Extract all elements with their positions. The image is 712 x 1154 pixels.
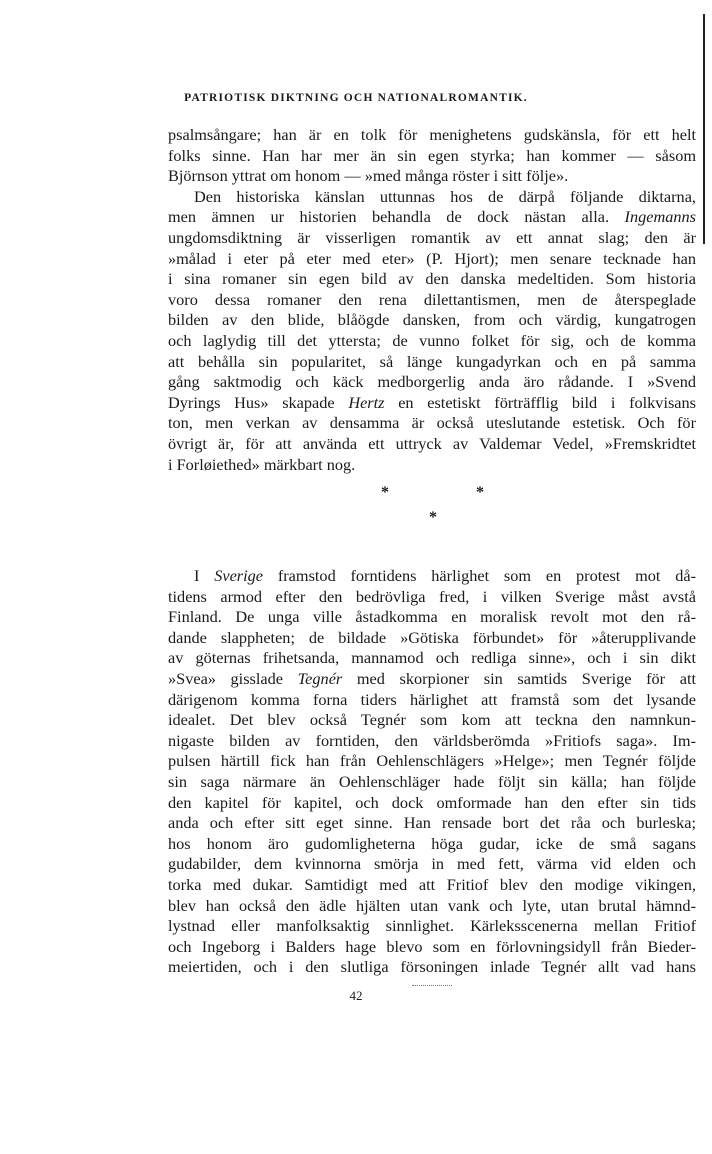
text-line: sin saga närmare än Oehlenschläger hade följt sin källa; han följde [168, 771, 696, 791]
italic-name: Sverige [214, 566, 264, 585]
text-line: torka med dukar. Samtidigt med att Fritiof blev den modige vikingen, [168, 874, 696, 894]
text-line: Finland. De unga ville åstadkomma en moralisk revolt mot den rå- [168, 607, 696, 627]
text-line: voro dessa romaner den rena dilettantismen, men de återspeglade [168, 289, 696, 309]
ornament-asterisk: * [476, 484, 484, 501]
italic-name: Tegnér [297, 668, 343, 688]
text-line: gudabilder, dem kvinnorna smörja in med fett, värma vid elden och [168, 854, 696, 874]
text-line: i sina romaner sin egen bild av den danska medeltiden. Som historia [168, 269, 696, 289]
text-line: Björnson yttrat om honom — »med många röster i sitt följe». [168, 166, 569, 186]
text-line: ton, men verkan av densamma är också uteslutande estetisk. Och för [168, 413, 696, 433]
text-line: meiertiden, och i den slutliga försoningen inlade Tegnér allt vad hans [168, 957, 696, 977]
text-line: I Sverige framstod forntidens härlighet som en protest mot då- [194, 566, 696, 585]
text-line: lystnad eller manfolksaktig sinnlighet. Kärleksscenerna mellan Fritiof [168, 916, 696, 936]
paragraph-block-1 [168, 125, 696, 475]
text-line: Den historiska känslan uttunnas hos de därpå följande diktarna, [194, 186, 696, 206]
page-number: 42 [349, 988, 363, 1003]
text-line: och Ingeborg i Balders hage blevo som en förlovningsidyll från Bieder- [168, 936, 696, 956]
text-line: övrigt är, för att använda ett uttryck av Valdemar Vedel, »Fremskridtet [168, 433, 696, 453]
running-head: PATRIOTISK DIKTNING OCH NATIONALROMANTIK. [184, 92, 528, 104]
section-ornament [0, 484, 712, 544]
text-line: nigaste bilden av forntiden, den världsberömda »Fritiofs saga». Im- [168, 730, 696, 750]
ornament-asterisk: * [429, 509, 437, 526]
text-line: den kapitel för kapitel, och dock omformade han den efter sin tids [168, 792, 696, 812]
text-line: idealet. Det blev också Tegnér som kom att teckna den namnkun- [168, 710, 696, 730]
text-line: ungdomsdiktning är visserligen romantik av ett annat slag; den är [168, 227, 696, 247]
text-line: »Svea» gisslade Tegnér med skorpioner sin samtids Sverige för att [168, 668, 696, 688]
text-line: Dyrings Hus» skapade Hertz en estetiskt förträfflig bild i folkvisans [168, 392, 696, 412]
paragraph-block-2 [168, 566, 696, 978]
text-line: hos honom äro gudomligheterna höga gudar, icke de små sagans [168, 833, 696, 853]
text-line: tidens armod efter den bedrövliga fred, i vilken Sverige måst avstå [168, 586, 696, 606]
text-line: anda och efter sitt eget sinne. Han rensade bort det råa och burleska; [168, 813, 696, 833]
text-line: men ämnen ur historien behandla de dock nästan alla. Ingemanns [168, 207, 696, 227]
text-line: gång saktmodig och käck medborgerlig anda äro rådande. I »Svend [168, 372, 696, 392]
text-line: dande slappheten; de bildade »Götiska förbundet» för »återupplivande [168, 627, 696, 647]
text-line: och laglydig till det yttersta; de vunno folket för sig, och de komma [168, 330, 696, 350]
text-line: att behålla sin popularitet, så länge kungadyrkan och en på samma [168, 351, 696, 371]
text-line: bilden av den blide, blåögde dansken, from och värdig, kungatrogen [168, 310, 696, 330]
text-line: därigenom komma forna tiders härlighet att framstå som det lysande [168, 689, 696, 709]
text-line: folks sinne. Han har mer än sin egen styrka; han kommer — såsom [168, 145, 696, 165]
text-line: blev han också den ädle hjälten utan vank och lyte, utan brutal hämnd- [168, 895, 696, 915]
page-edge-line [703, 14, 705, 244]
italic-name: Hertz [348, 392, 385, 412]
text-line: »målad i eter på eter med eter» (P. Hjort); men senare tecknade han [168, 248, 696, 268]
ornament-asterisk: * [381, 484, 389, 501]
text-line: i Forløiethed» märkbart nog. [168, 454, 356, 474]
folio-rule [412, 985, 452, 986]
text-line: psalmsångare; han är en tolk för menighetens gudskänsla, för ett helt [168, 125, 696, 144]
text-line: av göternas frihetsanda, mannamod och redliga sinne», och i sin dikt [168, 648, 696, 668]
text-line: pulsen härtill fick han från Oehlenschlägers »Helge»; men Tegnér följde [168, 751, 696, 771]
italic-name: Ingemanns [624, 207, 696, 227]
